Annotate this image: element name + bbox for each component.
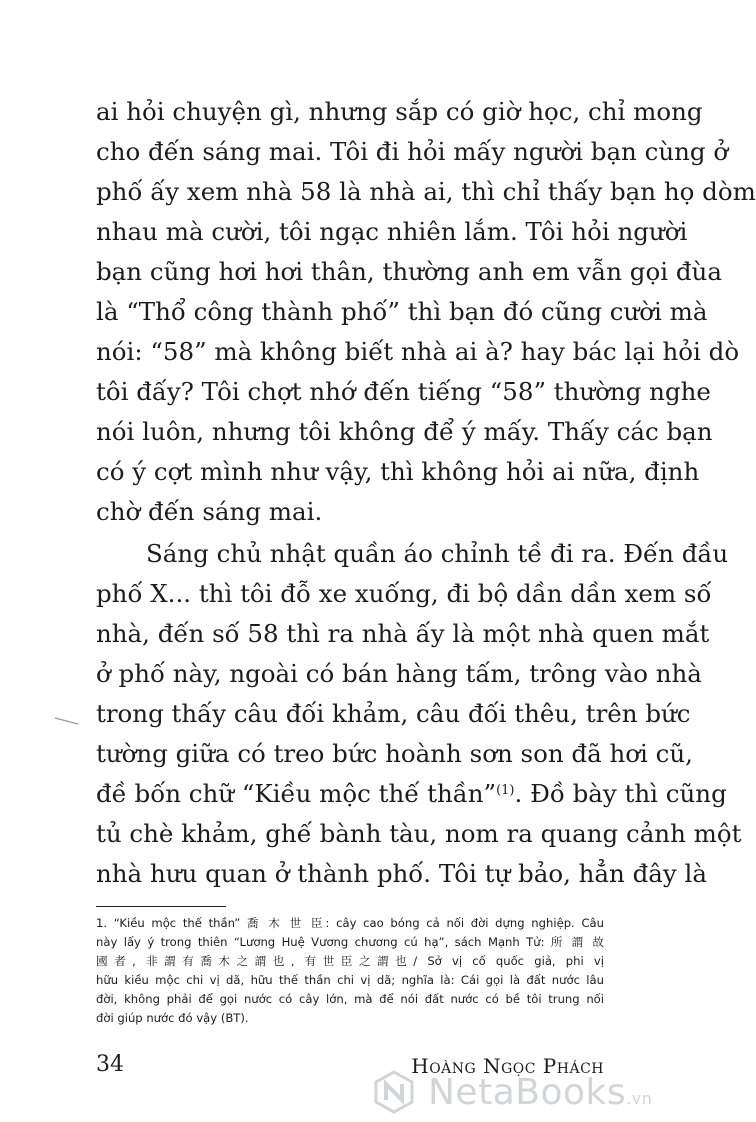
text-line: bạn cũng hơi hơi thân, thường anh em vẫn gọi đùa	[96, 257, 722, 286]
text-line: nhà, đến số 58 thì ra nhà ấy là một nhà quen mắt	[96, 619, 710, 648]
watermark-brand	[428, 1072, 652, 1113]
text-line: là “Thổ công thành phố” thì bạn đó cũng cười mà	[96, 297, 708, 326]
footnote-line: đời giúp nước đó vậy (BT).	[96, 1011, 249, 1025]
text-line: có ý cợt mình như vậy, thì không hỏi ai nữa, định	[96, 457, 700, 486]
footnote-line: hữu kiều mộc chi vị dã, hữu thế thần chi vị dã; nghĩa là: Cái gọi là đất nước lâu	[96, 973, 604, 987]
text-line: phố X... thì tôi đỗ xe xuống, đi bộ dần dần xem số	[96, 579, 712, 608]
text-line: nhà hưu quan ở thành phố. Tôi tự bảo, hẳn đây là	[96, 859, 707, 888]
text-line: nhau mà cười, tôi ngạc nhiên lắm. Tôi hỏi người	[96, 217, 688, 246]
text-line: ở phố này, ngoài có bán hàng tấm, trông vào nhà	[96, 659, 702, 688]
text-line: nói luôn, nhưng tôi không để ý mấy. Thấy các bạn	[96, 417, 713, 446]
text-line: phố ấy xem nhà 58 là nhà ai, thì chỉ thấy bạn họ dòm	[96, 177, 756, 206]
text-line: tường giữa có treo bức hoành sơn son đã hơi cũ,	[96, 739, 693, 768]
text-line: trong thấy câu đối khảm, câu đối thêu, trên bức	[96, 699, 691, 728]
page-number: 34	[96, 1052, 124, 1077]
text-line: ai hỏi chuyện gì, nhưng sắp có giờ học, chỉ mong	[96, 97, 703, 126]
text-line: cho đến sáng mai. Tôi đi hỏi mấy người bạn cùng ở	[96, 137, 729, 166]
footnote-line: 國者, 非謂有喬木之謂也, 有世臣之謂也/ Sở vị cố quốc giả, phi vị	[96, 954, 604, 968]
watermark-brand-name: NetaBooks	[428, 1071, 627, 1113]
text-segment: đề bốn chữ “Kiều mộc thế thần”	[96, 779, 497, 808]
watermark	[368, 1062, 686, 1122]
footnote-line: này lấy ý trong thiên “Lương Huệ Vương chương cú hạ”, sách Mạnh Tử: 所 謂 故	[96, 935, 604, 949]
footnote-marker[interactable]: (1)	[496, 783, 515, 798]
footnote-line: đời, không phải để gọi nước có cây lớn, mà để nói đất nước có bề tôi trung nối	[96, 992, 604, 1006]
margin-mark	[54, 716, 80, 726]
watermark-tld: .vn	[626, 1088, 653, 1108]
text-line: chờ đến sáng mai.	[96, 497, 323, 526]
paragraph-first-line: Sáng chủ nhật quần áo chỉnh tề đi ra. Đến đầu	[146, 539, 729, 568]
footnote-line: 1. “Kiều mộc thế thần” 喬 木 世 臣: cây cao bóng cả nối đời dựng nghiệp. Câu	[96, 916, 604, 930]
running-head-author: Hoàng Ngọc Phách	[411, 1054, 604, 1078]
text-line: tôi đấy? Tôi chợt nhớ đến tiếng “58” thường nghe	[96, 377, 711, 406]
netabooks-logo-icon	[368, 1066, 420, 1118]
text-segment: . Đồ bày thì cũng	[514, 779, 727, 808]
text-line: nói: “58” mà không biết nhà ai à? hay bác lại hỏi dò	[96, 337, 740, 366]
text-line: tủ chè khảm, ghế bành tàu, nom ra quang cảnh một	[96, 819, 742, 848]
footnote-divider	[96, 906, 226, 907]
text-line-with-footnote	[96, 779, 727, 808]
